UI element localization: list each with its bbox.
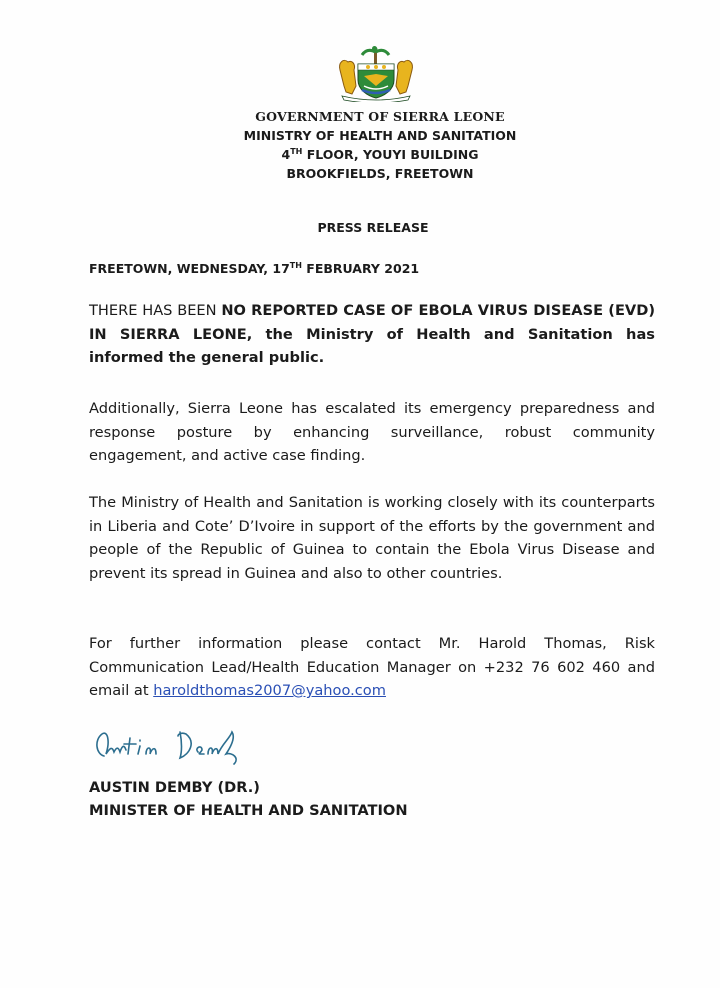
- press-release-heading: PRESS RELEASE: [317, 220, 429, 235]
- signer-name: AUSTIN DEMBY (DR.): [89, 779, 260, 796]
- paragraph-announcement: THERE HAS BEEN NO REPORTED CASE OF EBOLA VIRUS DISEASE (EVD) IN SIERRA LEONE, the Ministry of Health and Sanitation has informed the general public.: [89, 302, 655, 366]
- letterhead: [0, 107, 720, 183]
- paragraph-cooperation: The Ministry of Health and Sanitation is working closely with its counterparts in Liberia and Cote’ D’Ivoire in support of the efforts by the government and people of the Republic of Guinea to contain the Ebola Virus Disease and prevent its spread in Guinea and also to other countries.: [89, 494, 655, 582]
- handwritten-signature: [90, 718, 260, 768]
- government-name: GOVERNMENT OF SIERRA LEONE: [255, 109, 505, 124]
- city-address: BROOKFIELDS, FREETOWN: [286, 166, 474, 181]
- email-link[interactable]: haroldthomas2007@yahoo.com: [153, 682, 386, 699]
- paragraph-preparedness: Additionally, Sierra Leone has escalated its emergency preparedness and response posture by enhancing surveillance, robust community engagement, and active case finding.: [89, 400, 655, 464]
- signer-title: MINISTER OF HEALTH AND SANITATION: [89, 802, 408, 819]
- paragraph-contact: For further information please contact Mr. Harold Thomas, Risk Communication Lead/Health Education Manager on +232 76 602 460 and email at haroldthomas2007@yahoo.com: [89, 635, 655, 699]
- ministry-name: MINISTRY OF HEALTH AND SANITATION: [243, 128, 517, 143]
- building-address: 4TH FLOOR, YOUYI BUILDING: [281, 146, 479, 162]
- dateline: FREETOWN, WEDNESDAY, 17TH FEBRUARY 2021: [89, 260, 420, 276]
- sierra-leone-coat-of-arms-icon: [334, 46, 418, 102]
